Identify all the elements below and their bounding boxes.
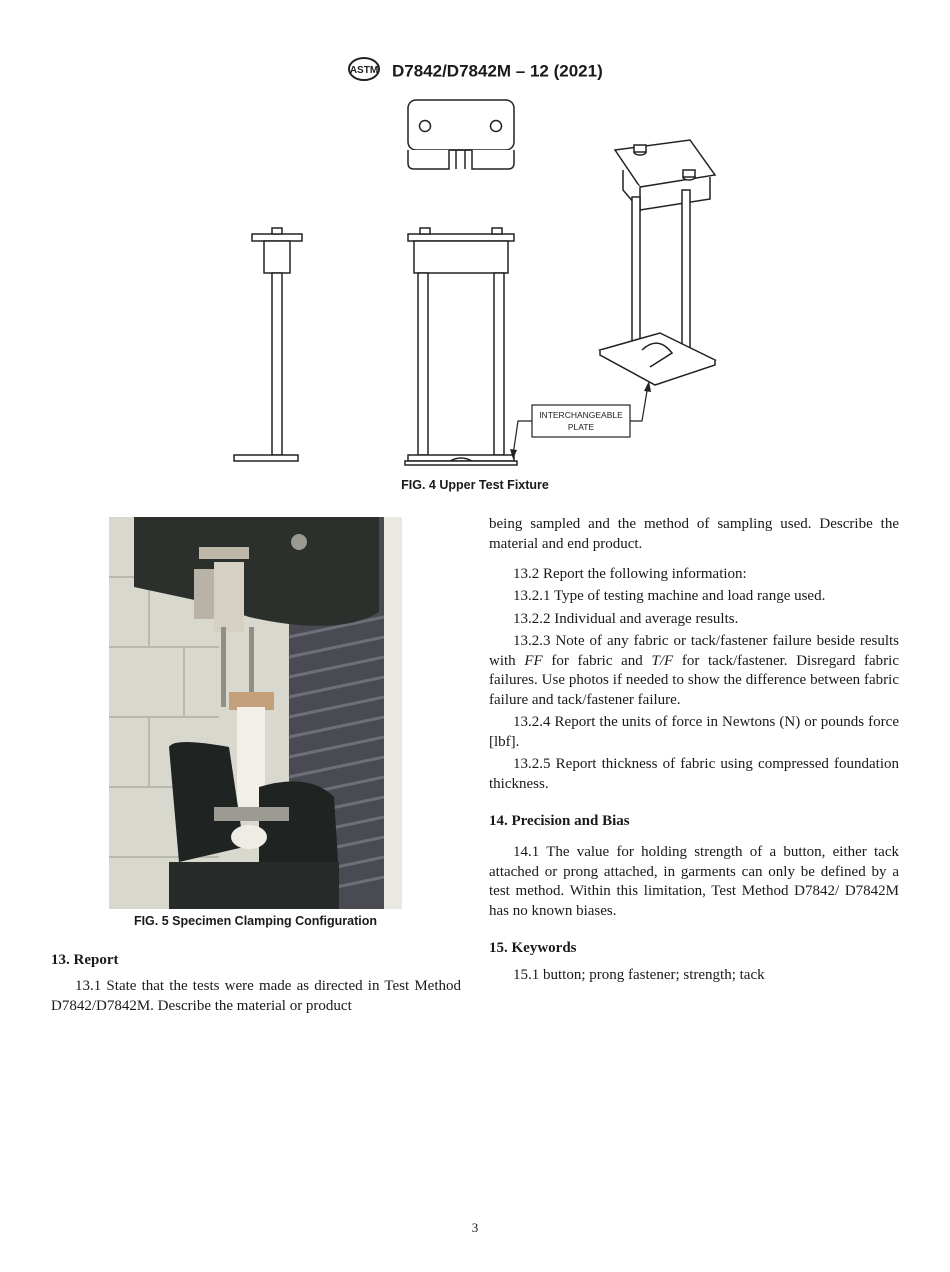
page-number: 3	[471, 1220, 479, 1235]
paragraph-13-2-2: 13.2.2 Individual and average results.	[513, 611, 739, 627]
paragraph-13-2-3: 13.2.3 Note of any fabric or tack/fastener failure beside results with FF for fabric and T/F for tack/fastener. Disregard fabric failures. Use photos if needed to show the difference between fabric failure and tack/fastener failure.	[489, 633, 899, 708]
fig5-caption: FIG. 5 Specimen Clamping Configuration	[133, 914, 378, 928]
upper-test-fixture-drawing	[220, 95, 740, 470]
section-14-heading: 14. Precision and Bias	[489, 813, 630, 829]
paragraph-13-2: 13.2 Report the following information:	[513, 566, 747, 582]
callout-label-line2: PLATE	[567, 422, 595, 432]
paragraph-13-2-1: 13.2.1 Type of testing machine and load range used.	[513, 588, 826, 604]
paragraph-13-2-4: 13.2.4 Report the units of force in Newtons (N) or pounds force [lbf].	[489, 714, 899, 750]
fig4-caption: FIG. 4 Upper Test Fixture	[401, 478, 549, 492]
paragraph-13-1: 13.1 State that the tests were made as directed in Test Method D7842/D7842M. Describe the material or product	[51, 978, 461, 1014]
specimen-clamping-photo	[109, 517, 402, 909]
paragraph-15-1: 15.1 button; prong fastener; strength; tack	[513, 967, 765, 983]
page-header	[0, 56, 950, 87]
svg-text:ASTM: ASTM	[350, 65, 379, 76]
paragraph-13-1-continued: being sampled and the method of sampling used. Describe the material and end product.	[489, 516, 899, 552]
document-title: D7842/D7842M – 12 (2021)	[391, 61, 603, 81]
section-15-heading: 15. Keywords	[489, 940, 577, 956]
callout-label-line1: INTERCHANGEABLE	[539, 410, 623, 420]
paragraph-13-2-5: 13.2.5 Report thickness of fabric using compressed foundation thickness.	[489, 756, 899, 792]
section-13-heading: 13. Report	[51, 952, 119, 968]
paragraph-14-1: 14.1 The value for holding strength of a button, either tack attached or prong attached, in garments can only be defined by a test method. Within this limitation, Test Method D7842/ D7842M has no known biases.	[489, 844, 899, 919]
astm-logo-icon	[347, 56, 381, 87]
